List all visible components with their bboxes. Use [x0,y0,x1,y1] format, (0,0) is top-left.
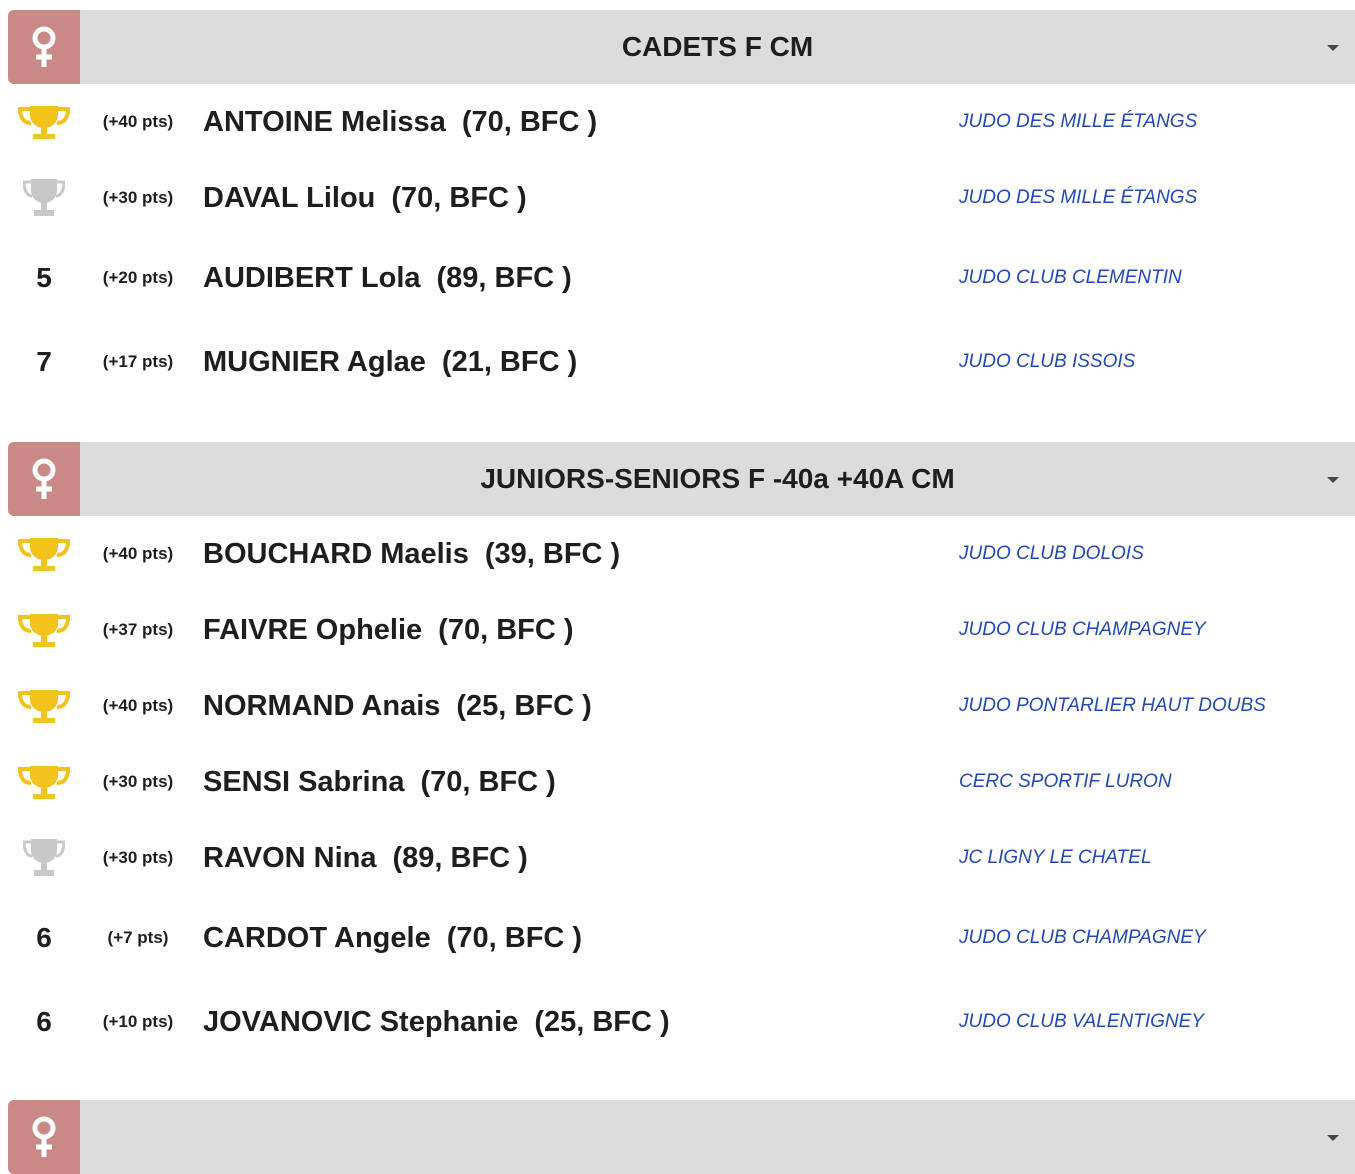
result-row [8,820,1355,896]
rank-cell [8,980,80,1064]
athlete-info: (39, BFC ) [484,537,621,570]
athlete-info: (70, BFC ) [446,921,583,954]
athlete-fullname: RAVON Nina [203,841,377,874]
rank-cell [8,896,80,980]
category-header[interactable] [8,10,1355,84]
athlete-info: (70, BFC ) [461,105,598,138]
athlete-fullname: CARDOT Angele [203,921,431,954]
chevron-down-icon[interactable] [1327,1135,1339,1141]
rank-cell [8,320,80,404]
club-link[interactable]: JUDO CLUB ISSOIS [959,351,1136,372]
results-list [8,84,1355,404]
result-row [8,320,1355,404]
athlete-name [203,516,620,592]
rank-cell [8,668,80,744]
rank-number: 6 [36,922,52,953]
athlete-fullname: FAIVRE Ophelie [203,613,423,646]
points-label: (+17 pts) [102,352,174,371]
athlete-info: (70, BFC ) [391,181,527,214]
rank-cell [8,744,80,820]
athlete-name [203,980,670,1064]
athlete-fullname: ANTOINE Melissa [203,105,446,138]
gold-trophy-icon [18,535,70,573]
result-row [8,896,1355,980]
points-label: (+30 pts) [102,188,174,207]
result-row [8,592,1355,668]
club-link[interactable]: JC LIGNY LE CHATEL [959,847,1152,868]
points-label: (+40 pts) [102,696,174,715]
points-label: (+30 pts) [102,848,174,867]
category-header[interactable] [8,1100,1355,1174]
chevron-down-icon[interactable] [1327,477,1339,483]
rank-number: 7 [36,346,52,377]
result-row [8,236,1355,320]
club-link[interactable]: JUDO DES MILLE ÉTANGS [959,111,1198,132]
club-link[interactable]: JUDO CLUB CHAMPAGNEY [959,927,1206,948]
athlete-fullname: DAVAL Lilou [203,181,376,214]
gold-trophy-icon [18,763,70,801]
club-link[interactable]: JUDO CLUB VALENTIGNEY [959,1011,1204,1032]
chevron-down-icon[interactable] [1327,45,1339,51]
gold-trophy-icon [18,611,70,649]
category-section [8,442,1355,1064]
rank-cell [8,84,80,160]
points-label: (+7 pts) [107,928,169,947]
results-list [8,516,1355,1064]
rank-cell [8,820,80,896]
athlete-info: (89, BFC ) [392,841,528,874]
athlete-name [203,820,528,896]
athlete-fullname: JOVANOVIC Stephanie [203,1005,519,1038]
athlete-info: (25, BFC ) [534,1005,670,1038]
athlete-name [203,668,592,744]
rank-number: 6 [36,1006,52,1037]
rank-cell [8,516,80,592]
result-row [8,516,1355,592]
athlete-info: (70, BFC ) [438,613,574,646]
club-link[interactable]: JUDO PONTARLIER HAUT DOUBS [959,695,1266,716]
silver-trophy-icon [23,836,65,880]
athlete-info: (70, BFC ) [420,765,556,798]
athlete-info: (21, BFC ) [441,345,578,378]
result-row [8,668,1355,744]
athlete-info: (25, BFC ) [456,689,592,722]
silver-trophy-icon [23,176,65,220]
athlete-name [203,84,597,160]
result-row [8,84,1355,160]
athlete-fullname: BOUCHARD Maelis [203,537,469,570]
rank-cell [8,160,80,236]
category-section [8,10,1355,404]
athlete-name [203,320,577,404]
category-section [8,1100,1355,1174]
athlete-fullname: MUGNIER Aglae [203,345,426,378]
club-link[interactable]: JUDO DES MILLE ÉTANGS [959,187,1198,208]
points-label: (+10 pts) [102,1012,174,1031]
points-label: (+40 pts) [102,112,174,131]
points-label: (+30 pts) [102,772,174,791]
female-icon [8,10,80,84]
club-link[interactable]: JUDO CLUB CHAMPAGNEY [959,619,1206,640]
rank-cell [8,236,80,320]
category-title: JUNIORS-SENIORS F -40a +40A CM [480,463,955,494]
category-title [80,1100,1355,1174]
club-link[interactable]: JUDO CLUB DOLOIS [959,543,1144,564]
athlete-name [203,592,574,668]
female-icon [8,442,80,516]
result-row [8,160,1355,236]
club-link[interactable]: CERC SPORTIF LURON [959,771,1172,792]
category-title: CADETS F CM [621,31,814,62]
female-icon [8,1100,80,1174]
rank-cell [8,592,80,668]
gold-trophy-icon [18,687,70,725]
athlete-info: (89, BFC ) [436,261,572,294]
points-label: (+37 pts) [102,620,174,639]
result-row [8,744,1355,820]
athlete-name [203,744,556,820]
club-link[interactable]: JUDO CLUB CLEMENTIN [959,267,1182,288]
athlete-name [203,236,572,320]
athlete-fullname: NORMAND Anais [203,689,441,722]
athlete-fullname: AUDIBERT Lola [203,261,421,294]
athlete-fullname: SENSI Sabrina [203,765,405,798]
athlete-name [203,896,582,980]
points-label: (+40 pts) [102,544,174,563]
athlete-name [203,160,527,236]
gold-trophy-icon [18,103,70,141]
rank-number: 5 [36,262,52,293]
category-header[interactable] [8,442,1355,516]
points-label: (+20 pts) [102,268,174,287]
result-row [8,980,1355,1064]
